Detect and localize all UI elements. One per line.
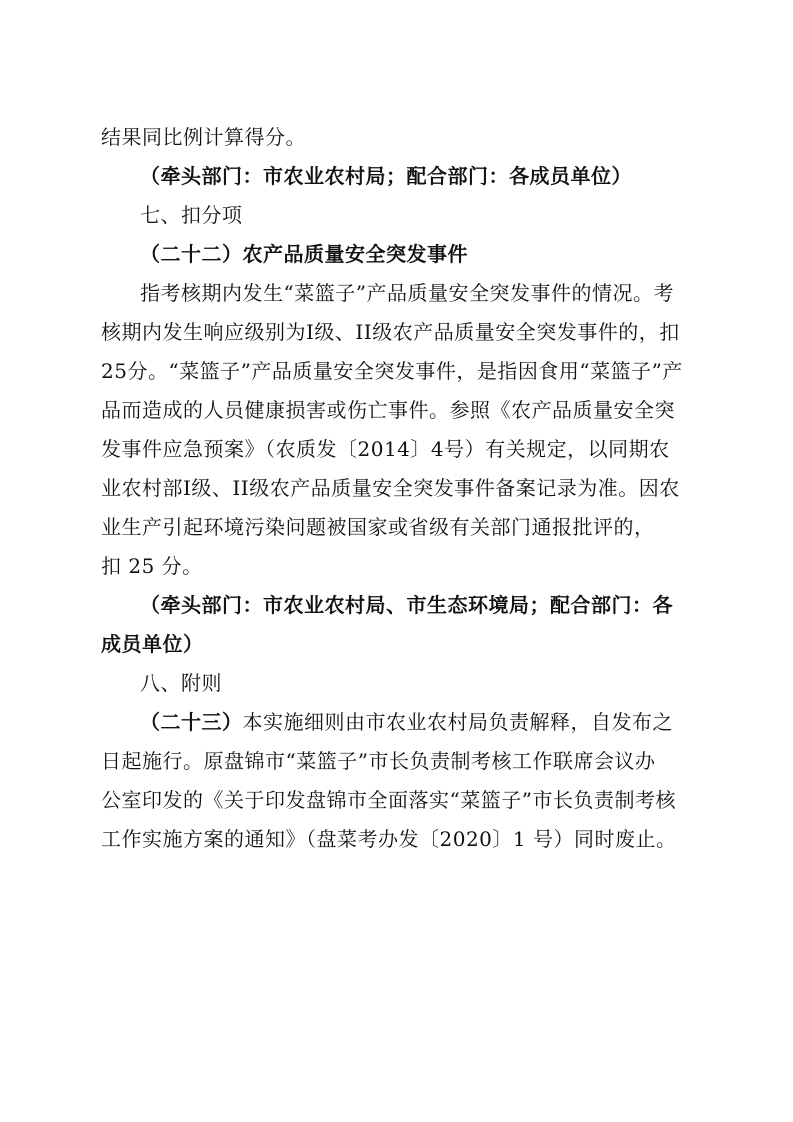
- section-heading-deductions: 七、扣分项: [140, 203, 243, 227]
- paragraph-line: 公室印发的《关于印发盘锦市全面落实“菜篮子”市长负责制考核: [101, 788, 676, 812]
- section-heading-supplementary: 八、附则: [140, 671, 222, 695]
- paragraph-line: 业生产引起环境污染问题被国家或省级有关部门通报批评的，: [101, 515, 655, 539]
- paragraph-line: 发事件应急预案》（农质发〔2014〕4号）有关规定，以同期农: [101, 437, 670, 461]
- responsible-department-note: （牵头部门：市农业农村局、市生态环境局；配合部门：各: [140, 593, 673, 617]
- responsible-department-note: 成员单位）: [101, 632, 204, 656]
- paragraph-line: 25分。“菜篮子”产品质量安全突发事件，是指因食用“菜篮子”产: [101, 359, 683, 383]
- subsection-number-23: （二十三）: [140, 710, 243, 734]
- paragraph-line: 指考核期内发生“菜篮子”产品质量安全突发事件的情况。考: [140, 281, 674, 305]
- paragraph-line: 扣 25 分。: [101, 554, 203, 578]
- paragraph-line: 结果同比例计算得分。: [101, 125, 306, 149]
- paragraph-line: 日起施行。原盘锦市“菜篮子”市长负责制考核工作联席会议办: [101, 749, 656, 773]
- paragraph-line: 业农村部I级、II级农产品质量安全突发事件备案记录为准。因农: [101, 476, 680, 500]
- paragraph-line: 核期内发生响应级别为I级、II级农产品质量安全突发事件的，扣: [101, 320, 680, 344]
- paragraph-line: 工作实施方案的通知》（盘菜考办发〔2020〕1 号）同时废止。: [101, 827, 677, 851]
- paragraph-line: [140, 709, 673, 735]
- paragraph-line: 品而造成的人员健康损害或伤亡事件。参照《农产品质量安全突: [101, 398, 675, 422]
- paragraph-text: 本实施细则由市农业农村局负责解释，自发布之: [242, 710, 673, 734]
- subsection-heading-22: （二十二）农产品质量安全突发事件: [140, 242, 468, 266]
- responsible-department-note: （牵头部门：市农业农村局；配合部门：各成员单位）: [140, 164, 632, 188]
